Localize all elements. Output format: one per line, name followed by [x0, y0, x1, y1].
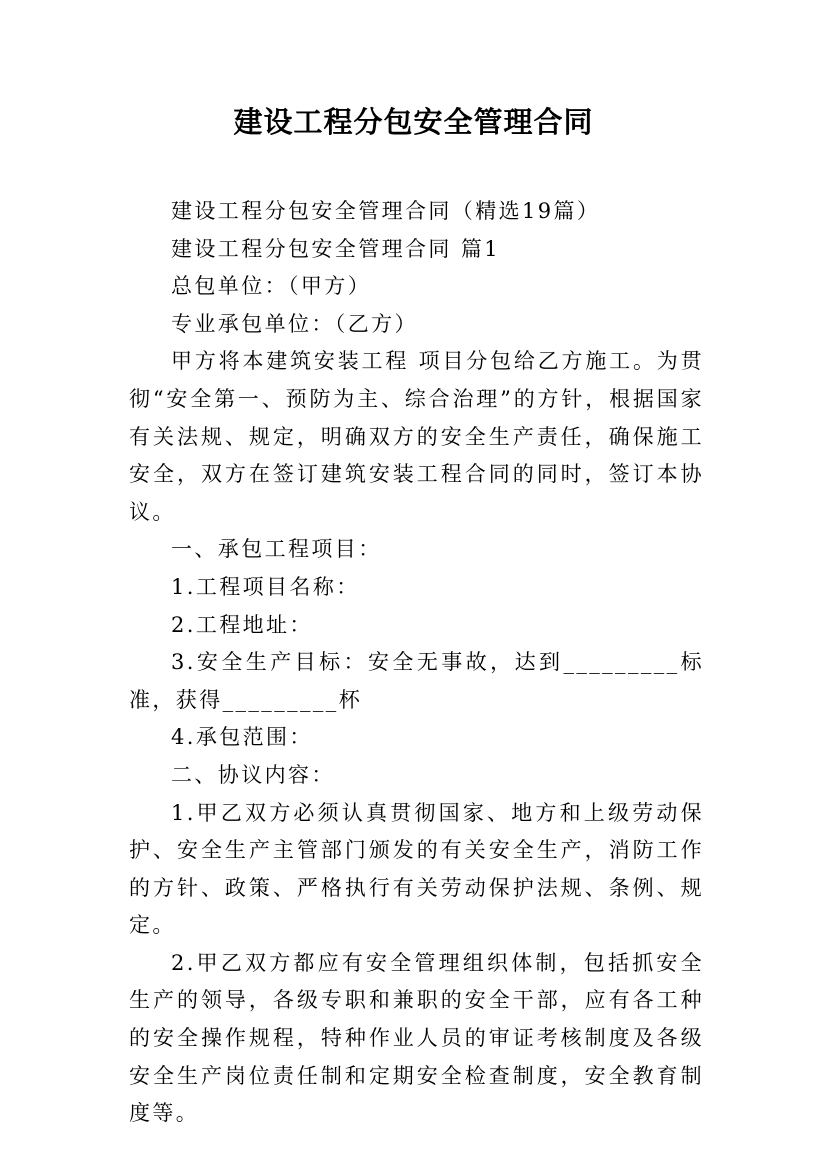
item-project-name: 1.工程项目名称： — [171, 574, 360, 599]
section-heading-agreement: 二、协议内容： — [171, 762, 335, 787]
item-project-address: 2.工程地址： — [171, 612, 313, 637]
item-safety-target: 3.安全生产目标：安全无事故，达到_________标准，获得_________杯 — [129, 650, 704, 712]
document-title: 建设工程分包安全管理合同 — [233, 105, 594, 139]
item-contract-scope: 4.承包范围： — [171, 725, 313, 750]
paragraph-preamble: 甲方将本建筑安装工程 项目分包给乙方施工。为贯彻“安全第一、预防为主、综合治理”的方针，根据国家有关法规、规定，明确双方的安全生产责任，确保施工安全，双方在签订建筑安装工程合同的同时，签订本协议。 — [129, 349, 704, 524]
clause-1: 1.甲乙双方必须认真贯彻国家、地方和上级劳动保护、安全生产主管部门颁发的有关安全生产，消防工作的方针、政策、严格执行有关劳动保护法规、条例、规定。 — [129, 800, 704, 938]
document-body — [129, 193, 704, 1133]
paragraph-party-b: 专业承包单位：（乙方） — [171, 311, 418, 336]
paragraph-article-heading: 建设工程分包安全管理合同 篇1 — [171, 236, 501, 261]
clause-2: 2.甲乙双方都应有安全管理组织体制，包括抓安全生产的领导，各级专职和兼职的安全干部，应有各工种的安全操作规程，特种作业人员的审证考核制度及各级安全生产岗位责任制和定期安全检查制度，安全教育制度等。 — [129, 950, 704, 1126]
paragraph-party-a: 总包单位：（甲方） — [171, 274, 372, 299]
section-heading-project: 一、承包工程项目： — [171, 537, 382, 562]
paragraph-collection-heading: 建设工程分包安全管理合同（精选19篇） — [171, 199, 601, 223]
